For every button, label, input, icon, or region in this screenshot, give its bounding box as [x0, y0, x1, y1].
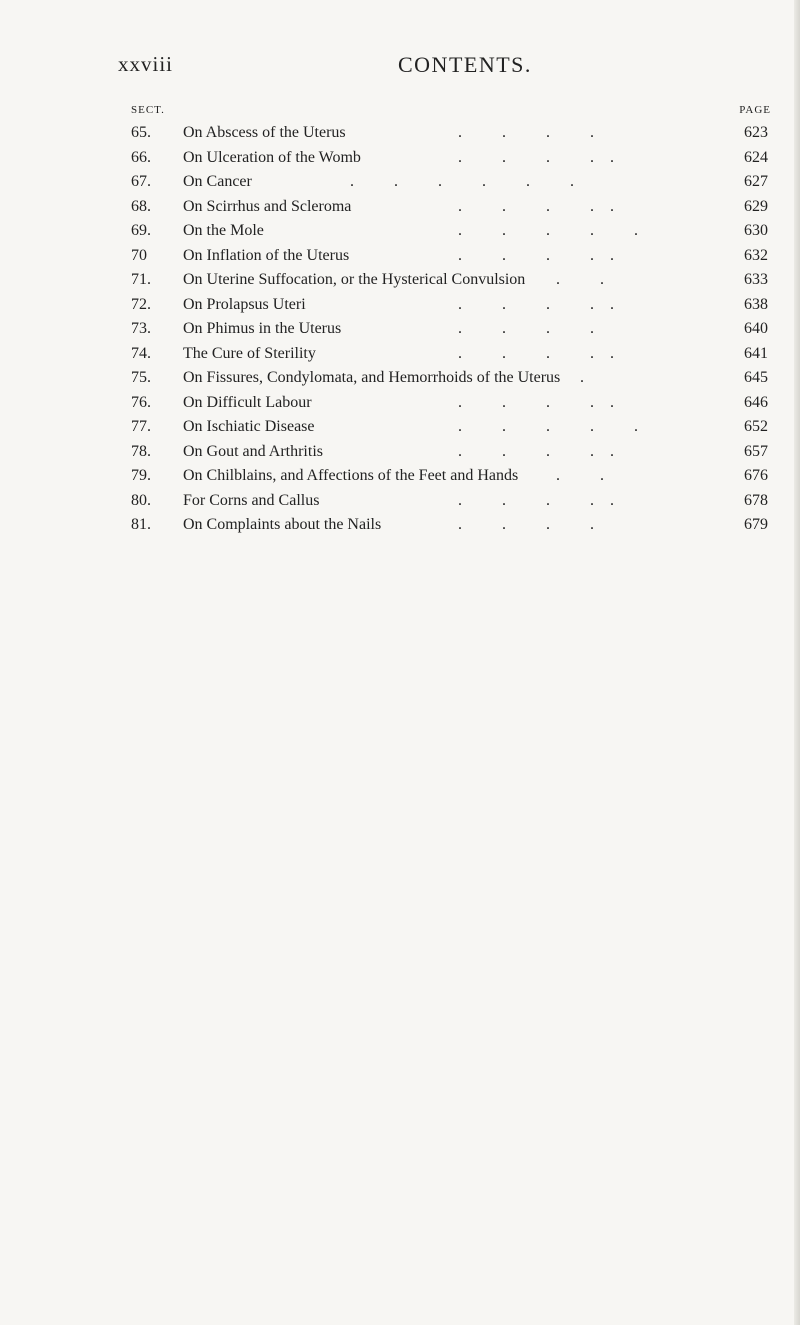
toc-entry [131, 268, 768, 293]
dot-leaders: . . . . . [458, 393, 614, 411]
dot-leaders: . . . . . [458, 295, 614, 313]
toc-entry [131, 244, 768, 269]
toc-entry [131, 317, 768, 342]
section-title: For Corns and Callus [183, 491, 320, 509]
section-number: 67. [131, 173, 151, 190]
column-headings [131, 104, 771, 120]
toc-entry [131, 121, 768, 146]
toc-entry [131, 366, 768, 391]
section-number: 80. [131, 491, 151, 509]
toc-entry [131, 219, 768, 244]
dot-leaders: . . [556, 467, 604, 484]
dot-leaders: . . . . . [458, 222, 638, 239]
page-number: 627 [744, 173, 768, 190]
page-header [118, 52, 778, 82]
dot-leaders: . . . . . [458, 418, 638, 435]
dot-leaders: . . . . [458, 320, 594, 337]
dot-leaders: . . . . . [458, 197, 614, 215]
section-number: 72. [131, 295, 151, 313]
section-title: On Prolapsus Uteri [183, 295, 306, 313]
dot-leaders: . . . . . [458, 491, 614, 509]
toc-entry [131, 513, 768, 538]
toc-entry [131, 489, 768, 514]
section-number: 68. [131, 197, 151, 215]
section-number: 74. [131, 344, 151, 362]
section-title: The Cure of Sterility [183, 344, 316, 362]
page-number: 678 [744, 491, 768, 509]
dot-leaders: . . . . [458, 516, 594, 533]
page-number: 632 [744, 246, 768, 264]
page-number: 645 [744, 369, 768, 386]
toc-entry [131, 440, 768, 465]
toc-entry [131, 170, 768, 195]
page-number: 640 [744, 320, 768, 337]
page-number: 676 [744, 467, 768, 484]
page-edge [794, 0, 800, 1325]
section-title: On Uterine Suffocation, or the Hysterical Convulsion [183, 271, 526, 288]
section-title: On Ulceration of the Womb [183, 148, 361, 166]
page-heading: PAGE [739, 104, 771, 116]
section-number: 75. [131, 369, 151, 386]
dot-leaders: . . [556, 271, 604, 288]
section-title: On Ischiatic Disease [183, 418, 315, 435]
page-number: 633 [744, 271, 768, 288]
contents-list [131, 121, 768, 538]
section-title: On Scirrhus and Scleroma [183, 197, 352, 215]
section-number: 66. [131, 148, 151, 166]
toc-entry [131, 391, 768, 416]
section-title: On the Mole [183, 222, 264, 239]
section-title: On Difficult Labour [183, 393, 312, 411]
page-number: 646 [744, 393, 768, 411]
section-number: 76. [131, 393, 151, 411]
dot-leaders: . . . . . . [350, 173, 574, 190]
toc-entry [131, 195, 768, 220]
toc-entry [131, 342, 768, 367]
dot-leaders: . . . . . [458, 246, 614, 264]
page-number: 630 [744, 222, 768, 239]
toc-entry [131, 293, 768, 318]
dot-leaders: . . . . . [458, 344, 614, 362]
sect-heading: SECT. [131, 104, 165, 116]
page-number: 679 [744, 516, 768, 533]
page-number: 629 [744, 197, 768, 215]
section-title: On Fissures, Condylomata, and Hemorrhoids of the Uterus [183, 369, 561, 386]
section-number: 77. [131, 418, 151, 435]
page-number: 652 [744, 418, 768, 435]
section-title: On Phimus in the Uterus [183, 320, 342, 337]
section-number: 73. [131, 320, 151, 337]
page-folio: xxviii [118, 52, 174, 76]
dot-leaders: . . . . . [458, 442, 614, 460]
page-number: 638 [744, 295, 768, 313]
page-number: 657 [744, 442, 768, 460]
section-number: 71. [131, 271, 151, 288]
running-title: CONTENTS. [398, 52, 532, 77]
dot-leaders: . . . . [458, 124, 594, 141]
dot-leaders: . . . . . [458, 148, 614, 166]
section-number: 78. [131, 442, 151, 460]
section-number: 81. [131, 516, 151, 533]
section-number: 69. [131, 222, 151, 239]
section-number: 79. [131, 467, 151, 484]
toc-entry [131, 415, 768, 440]
page-number: 624 [744, 148, 768, 166]
toc-entry [131, 464, 768, 489]
section-title: On Chilblains, and Affections of the Feet and Hands [183, 467, 519, 484]
section-title: On Abscess of the Uterus [183, 124, 346, 141]
section-number: 70 [131, 246, 147, 264]
section-title: On Inflation of the Uterus [183, 246, 350, 264]
section-title: On Gout and Arthritis [183, 442, 323, 460]
section-title: On Complaints about the Nails [183, 516, 382, 533]
page-number: 623 [744, 124, 768, 141]
dot-leaders: . [580, 369, 584, 386]
section-number: 65. [131, 124, 151, 141]
section-title: On Cancer [183, 173, 252, 190]
toc-entry [131, 146, 768, 171]
page-number: 641 [744, 344, 768, 362]
